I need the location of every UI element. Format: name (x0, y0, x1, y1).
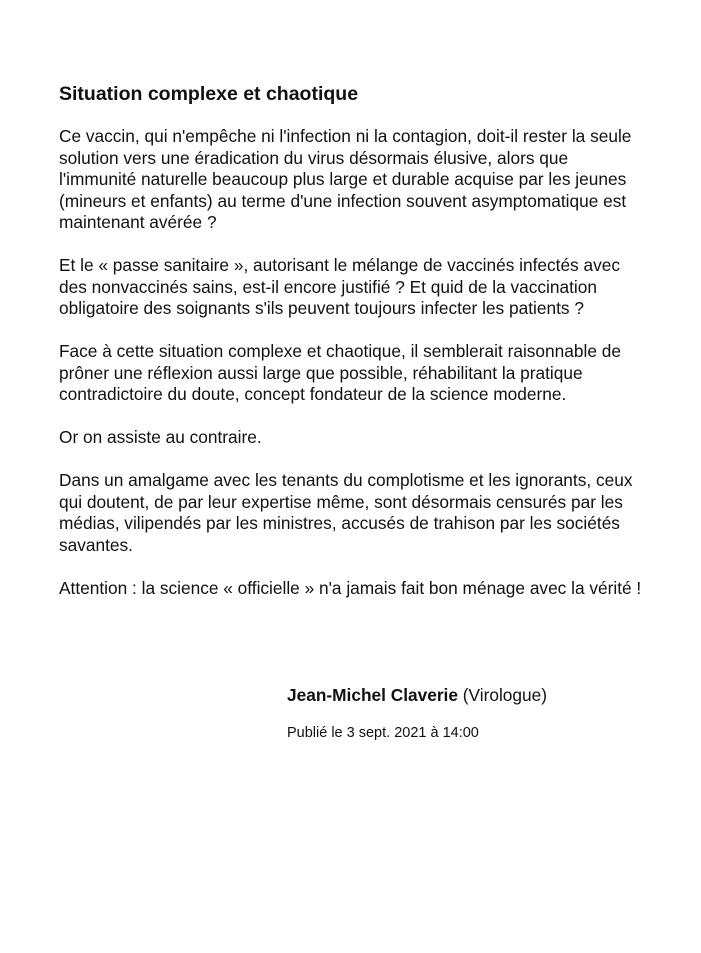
article-body (59, 82, 649, 621)
paragraph: Dans un amalgame avec les tenants du complotisme et les ignorants, ceux qui doutent, de par leur expertise même, sont désormais censurés par les médias, vilipendés par les ministres, accusés de trahison par les sociétés savantes. (59, 470, 633, 555)
paragraph: Face à cette situation complexe et chaotique, il semblerait raisonnable de prôner une réflexion aussi large que possible, réhabilitant la pratique contradictoire du doute, concept fondateur de la science moderne. (59, 341, 621, 404)
paragraph: Et le « passe sanitaire », autorisant le mélange de vaccinés infectés avec des nonvaccinés sains, est-il encore justifié ? Et quid de la vaccination obligatoire des soignants s'ils peuvent toujours infecter les patients ? (59, 255, 620, 318)
paragraph: Or on assiste au contraire. (59, 427, 262, 447)
author-role: (Virologue) (462, 685, 548, 705)
paragraph: Attention : la science « officielle » n'a jamais fait bon ménage avec la vérité ! (59, 577, 642, 598)
paragraph: Ce vaccin, qui n'empêche ni l'infection ni la contagion, doit-il rester la seule solution vers une éradication du virus désormais élusive, alors que l'immunité naturelle beaucoup plus large et durable acquise par les jeunes (mineurs et enfants) au terme d'une infection souvent asymptomatique est maintenant avérée ? (59, 126, 632, 232)
article-title: Situation complexe et chaotique (59, 83, 359, 105)
publication-date: Publié le 3 sept. 2021 à 14:00 (287, 725, 479, 741)
author-signature (287, 684, 547, 706)
author-name: Jean-Michel Claverie (287, 685, 458, 705)
